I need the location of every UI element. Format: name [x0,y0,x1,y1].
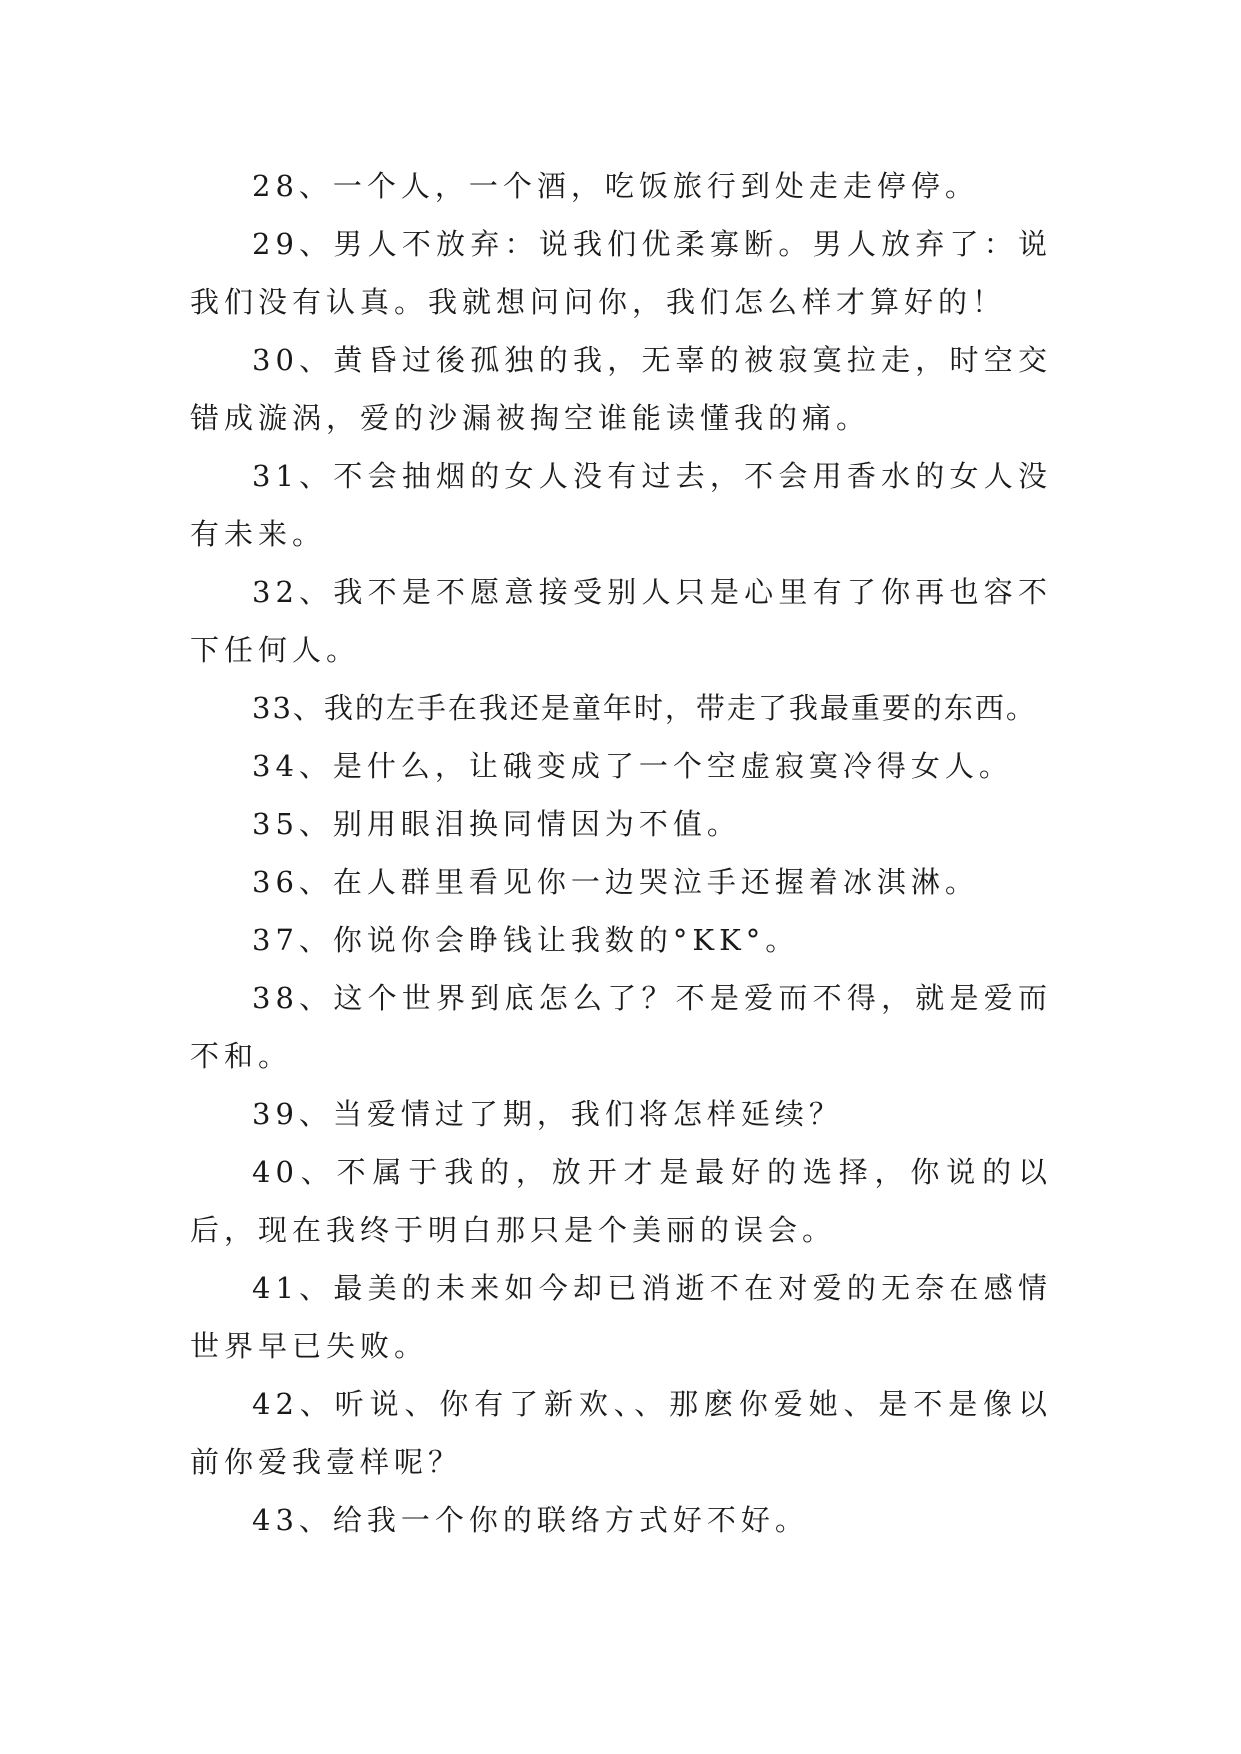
document-body [190,157,1052,1549]
paragraph-31: 31、不会抽烟的女人没有过去，不会用香水的女人没有未来。 [190,459,1052,551]
paragraph-36: 36、在人群里看见你一边哭泣手还握着冰淇淋。 [252,865,979,899]
paragraph-34: 34、是什么，让硪变成了一个空虚寂寞冷得女人。 [252,749,1013,783]
paragraph-33: 33、我的左手在我还是童年时，带走了我最重要的东西。 [252,691,1037,725]
paragraph-37: 37、你说你会睁钱让我数的°KK°。 [252,923,800,957]
paragraph-41: 41、最美的未来如今却已消逝不在对爱的无奈在感情世界早已失败。 [190,1271,1052,1363]
paragraph-39: 39、当爱情过了期，我们将怎样延续？ [252,1097,843,1131]
paragraph-38: 38、这个世界到底怎么了？不是爱而不得，就是爱而不和。 [190,981,1052,1073]
paragraph-28: 28、一个人，一个酒，吃饭旅行到处走走停停。 [252,169,979,203]
paragraph-42: 42、听说、你有了新欢、、那麽你爱她、是不是像以前你爱我壹样呢？ [190,1387,1052,1479]
paragraph-43: 43、给我一个你的联络方式好不好。 [252,1503,809,1537]
paragraph-40: 40、不属于我的，放开才是最好的选择，你说的以后，现在我终于明白那只是个美丽的误会。 [190,1155,1052,1247]
paragraph-30: 30、黄昏过後孤独的我，无辜的被寂寞拉走，时空交错成漩涡，爱的沙漏被掏空谁能读懂我的痛。 [190,343,1052,435]
paragraph-29: 29、男人不放弃：说我们优柔寡断。男人放弃了：说我们没有认真。我就想问问你，我们怎么样才算好的！ [190,227,1052,319]
paragraph-35: 35、别用眼泪换同情因为不值。 [252,807,741,841]
paragraph-32: 32、我不是不愿意接受别人只是心里有了你再也容不下任何人。 [190,575,1052,667]
